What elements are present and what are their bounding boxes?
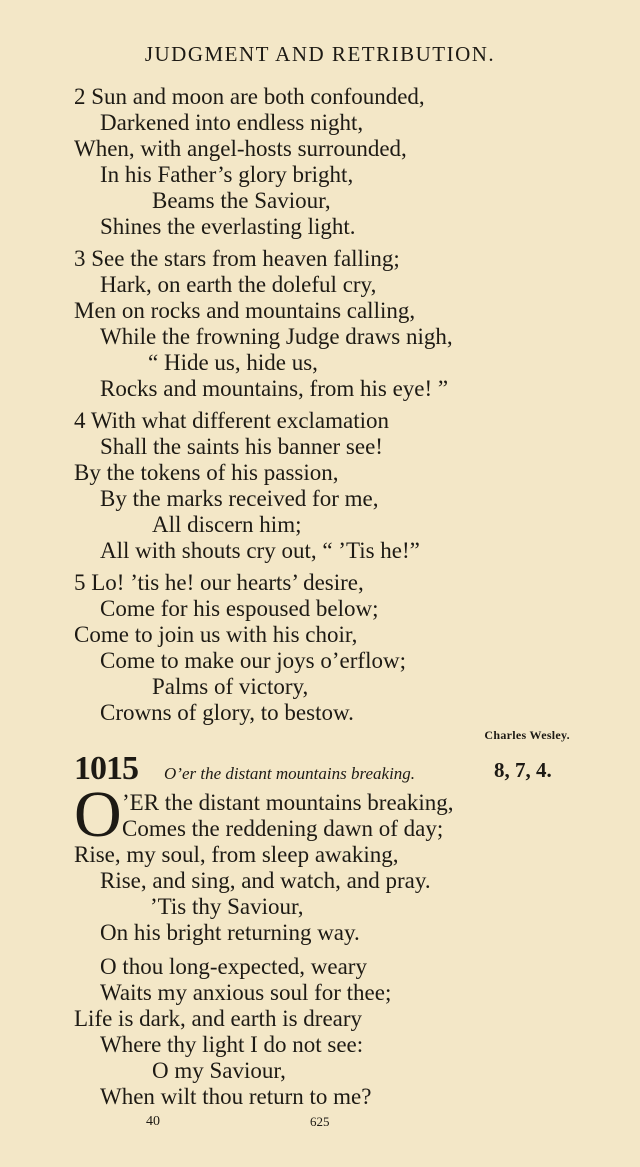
hymn-number: 1015: [74, 750, 138, 787]
verse-line: Beams the Saviour,: [152, 188, 331, 213]
verse-line: 2 Sun and moon are both confounded,: [74, 84, 425, 109]
verse-line: Come for his espoused below;: [100, 596, 379, 621]
verse-line: While the frowning Judge draws nigh,: [100, 324, 453, 349]
verse-line: Rocks and mountains, from his eye! ”: [100, 376, 449, 401]
verse-line: Hark, on earth the doleful cry,: [100, 272, 377, 297]
hymn-meter: 8, 7, 4.: [494, 758, 552, 782]
verse-line: O thou long-expected, weary: [100, 954, 367, 979]
verse-line: Palms of victory,: [152, 674, 309, 699]
verse-line: Shall the saints his banner see!: [100, 434, 383, 459]
verse-line: When wilt thou return to me?: [100, 1084, 372, 1109]
signature-mark: 40: [146, 1114, 160, 1129]
page-number: 625: [310, 1114, 330, 1129]
verse-line: Life is dark, and earth is dreary: [74, 1006, 363, 1031]
verse-line: O my Saviour,: [152, 1058, 286, 1083]
verse-line: On his bright returning way.: [100, 920, 360, 945]
verse-line: Where thy light I do not see:: [100, 1032, 364, 1057]
verse-line: All discern him;: [152, 512, 302, 537]
verse-line: Rise, my soul, from sleep awaking,: [74, 842, 399, 867]
verse-line: By the tokens of his passion,: [74, 460, 339, 485]
verse-line: Men on rocks and mountains calling,: [74, 298, 416, 323]
verse-line: “ Hide us, hide us,: [148, 350, 318, 375]
drop-cap: O: [74, 778, 122, 851]
verse-line: ’Tis thy Saviour,: [150, 894, 304, 919]
verse-line: 3 See the stars from heaven falling;: [74, 246, 400, 271]
verse-line: Rise, and sing, and watch, and pray.: [100, 868, 431, 893]
verse-line: Comes the reddening dawn of day;: [122, 816, 444, 841]
verse-line: When, with angel-hosts surrounded,: [74, 136, 407, 161]
page-header: JUDGMENT AND RETRIBUTION.: [144, 42, 496, 66]
verse-line: Waits my anxious soul for thee;: [100, 980, 392, 1005]
verse-line: In his Father’s glory bright,: [100, 162, 354, 187]
verse-line: Shines the everlasting light.: [100, 214, 356, 239]
verse-line: All with shouts cry out, “ ’Tis he!”: [100, 538, 420, 563]
verse-line: ’ER the distant mountains breaking,: [122, 790, 454, 815]
author-credit: Charles Wesley.: [484, 728, 570, 742]
verse-line: Darkened into endless night,: [100, 110, 364, 135]
verse-line: Come to make our joys o’erflow;: [100, 648, 406, 673]
verse-line: Come to join us with his choir,: [74, 622, 358, 647]
verse-line: Crowns of glory, to bestow.: [100, 700, 354, 725]
hymn-first-line-title: O’er the distant mountains breaking.: [164, 764, 416, 783]
verse-line: By the marks received for me,: [100, 486, 379, 511]
verse-line: 4 With what different exclamation: [74, 408, 390, 433]
verse-line: 5 Lo! ’tis he! our hearts’ desire,: [74, 570, 364, 595]
